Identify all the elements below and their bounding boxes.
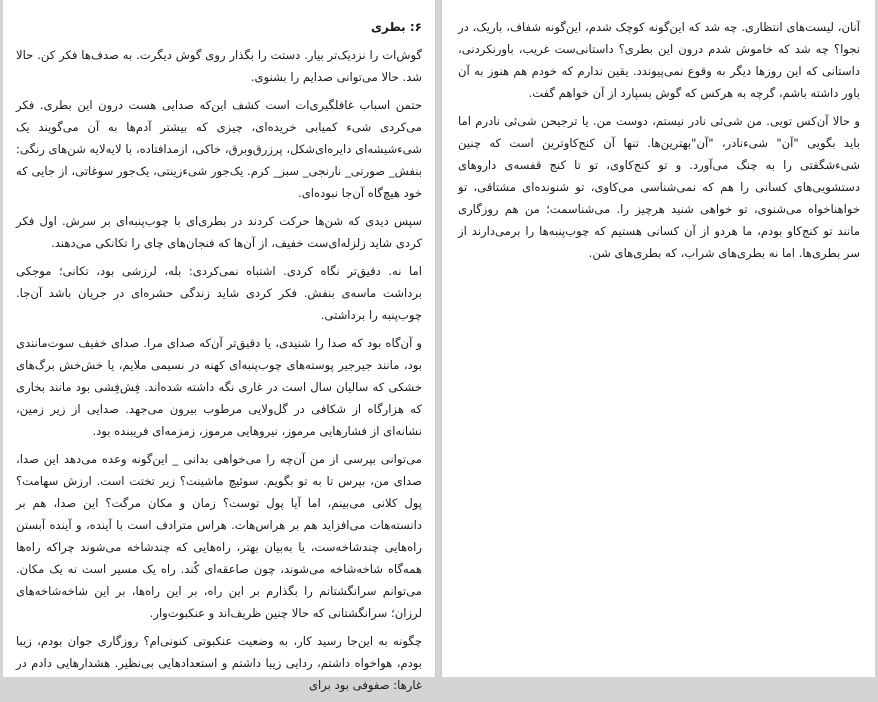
left-page <box>3 0 436 692</box>
paragraph: اما نه. دقیق‌تر نگاه کردی. اشتباه نمی‌کردی: بله، لرزشی بود، تکانی؛ موجکی برداشت ماسه‌ی بنفش. فکر کردی شاید زندگی حشره‌ای در جریان باشد آن‌جا. چوب‌پنبه را برداشتی. <box>16 264 422 322</box>
paragraph: چگونه به این‌جا رسید کار، به وضعیت عنکبوتی کنونی‌ام؟ روزگاری جوان بودم، زیبا بودم، هواخواه داشتم، ردایی زیبا داشتم و استعدادهایی بی‌نظیر. هشدارهایی دادم در غارها: صفوفی بود برای <box>16 634 422 692</box>
paragraph: و حالا آن‌کس تویی. من شی‌ئی نادر نیستم، دوست من. یا ترجیحن شی‌ئی نادرم اما باید بگویی "آن" شی‌ءنادر، "آن"بهترین‌ها. تنها آن کنج‌کاوترین است که چنین شی‌ءشگفتی را به چنگ می‌آورد. و تو کنج‌کاوی، تو تا کنج قفسه‌ی داروهای دستشویی‌های کسانی را هم که نمی‌شناسی می‌کاوی، تو شنونده‌ای مشتاقی، تو خواهناخواه می‌شنوی، تو خواهی شنید هرچیز را. می‌شناسمت؛ من هم روزگاری مانند تو کنج‌کاو بودم، ما هردو از آن کسانی هستیم که چوب‌پنبه‌ها را برمی‌دارند از سر بطری‌ها. اما نه بطری‌های شراب، که بطری‌های شن. <box>458 114 860 260</box>
paragraph: و آن‌گاه بود که صدا را شنیدی، یا دقیق‌تر آن‌که صدای مرا. صدای خفیف سوت‌مانندی بود، مانند جیرجیر پوسته‌های چوب‌پنبه‌ای کهنه در نسیمی ملایم، یا خش‌خش برگ‌های خشکی که سالیان سال است در غاری نگه داشته شده‌اند. فِش‌فِشی بود مانند بخاری که هزارگاه از شکافی در گل‌ولایی مرطوب بیرون می‌جهد. صدایی از زیر زمین، نشانه‌ای از فشارهایی مرموز، نیروهایی مرموز، زمزمه‌ای فریبنده بود. <box>16 336 422 438</box>
right-page <box>441 0 875 677</box>
paragraph: آنان، لیست‌های انتظاری. چه شد که این‌گونه کوچک شدم، این‌گونه شفاف، باریک، در نجوا؟ چه شد که خاموش شدم درون این بطری؟ داستانی‌ست غریب، باورنکردنی، داستانی که این روزها دیگر به وقوع نمی‌پیوندد. یقین ندارم که خودم هم هنوز به آن باور داشته باشم، گرچه به هرکس که گوش بسپارد از آن خواهم گفت. <box>458 20 860 100</box>
chapter-title: ۶: بطری <box>371 20 422 34</box>
paragraph: می‌توانی بپرسی از من آن‌چه را می‌خواهی بدانی _ این‌گونه وعده می‌دهد این صدا، صدای من، بپرس تا به تو بگویم. سوئیچ ماشینت؟ زیر تختت است. ارزش سهامت؟ پول کلانی می‌بینم، اما آیا پول توست؟ زمان و مکان مرگت؟ این صدا، هم بر دانسته‌هات می‌افزاید هم بر هراس‌هات. هراس مترادف است با آینده، و آینده آبستن راه‌هایی چندشاخه‌ست، یا به‌بیان بهتر، راه‌هایی که چندشاخه می‌شوند چراکه راه‌ها همه‌گاه شاخه‌شاخه می‌شوند، چون صاعقه‌ای کُند. راه یک مسیر است نه یک مکان. می‌توانم سرانگشتانم را بگذارم بر این راه، بر این راه‌ها، بر این شاخه‌شاخه‌های لرزان؛ سرانگشتانی که حالا چنین ظریف‌اند و عنکبوت‌وار. <box>16 452 422 620</box>
left-page-text <box>16 16 422 702</box>
right-page-text <box>458 16 860 270</box>
paragraph: سپس دیدی که شن‌ها حرکت کردند در بطری‌ای با چوب‌پنبه‌ای بر سرش. اول فکر کردی شاید زلزله‌ای‌ست خفیف، از آن‌ها که فنجان‌های چای را تکانکی می‌دهند. <box>16 214 422 250</box>
paragraph: حتمن اسباب غافلگیری‌ات است کشف این‌که صدایی هست درون این بطری. فکر می‌کردی شیء کمیابی خریده‌ای، چیزی که بیشتر آدم‌ها به آن می‌گویند یک شی‌ءشیشه‌ای دایره‌ای‌شکل، پرزرق‌وبرق، خاکی، ازمدافتاده، با لایه‌لایه شن‌های رنگی: بنفش_ صورتی_ نارنجی_ سبز_ کرم. یک‌جور شی‌ءزینتی، یک‌جور سوغاتی، از جایی که خود هیچ‌گاه آن‌جا نبوده‌ای. <box>16 98 422 200</box>
paragraph: گوش‌ات را نزدیک‌تر بیار. دستت را بگذار روی گوش دیگرت. به صدف‌ها فکر کن. حالا شد. حالا می‌توانی صدایم را بشنوی. <box>16 48 422 84</box>
